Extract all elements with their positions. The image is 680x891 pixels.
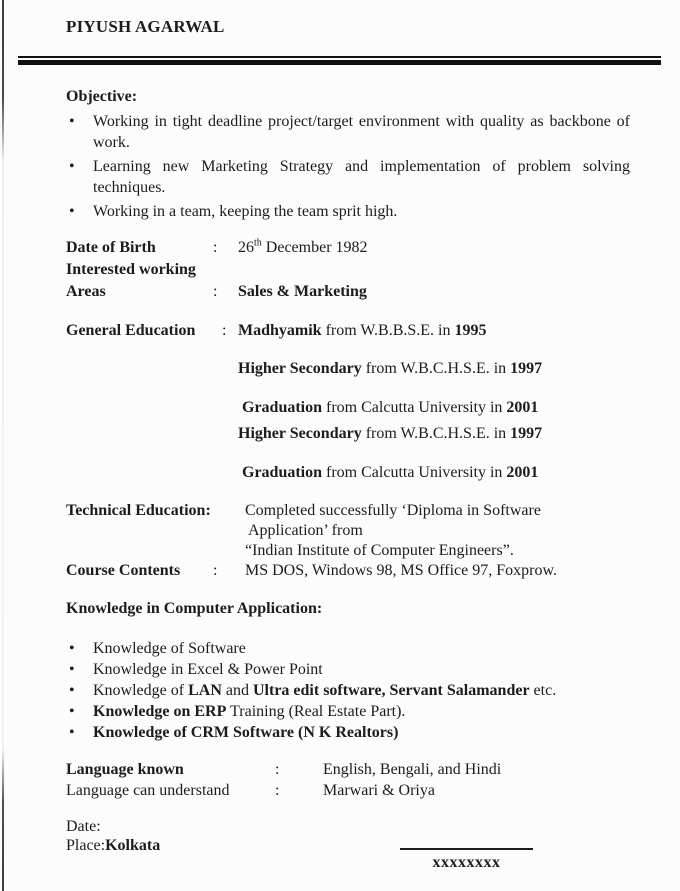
general-education-value: Madhyamik from W.B.B.S.E. in 1995 bbox=[238, 322, 487, 339]
objective-item-text: Working in tight deadline project/target environment with quality as backbone of work. bbox=[93, 113, 630, 151]
colon: : bbox=[213, 239, 218, 256]
objective-list bbox=[66, 111, 630, 222]
bullet-icon: • bbox=[69, 203, 75, 220]
knowledge-item-text: Knowledge of CRM Software (N K Realtors) bbox=[93, 724, 399, 741]
footer bbox=[66, 817, 630, 871]
education-row-higher-secondary: Higher Secondary from W.B.C.H.S.E. in 1997 bbox=[238, 425, 543, 442]
knowledge-bullet-item bbox=[66, 723, 630, 743]
objective-heading: Objective: bbox=[66, 88, 138, 105]
knowledge-bullet-item bbox=[66, 639, 630, 659]
objective-bullet-item bbox=[66, 201, 630, 222]
language-known-row bbox=[66, 760, 630, 780]
language-understand-row bbox=[66, 781, 630, 801]
technical-education-value bbox=[245, 501, 630, 561]
areas-row bbox=[66, 282, 630, 302]
interested-working-label: Interested working bbox=[66, 261, 196, 278]
scan-edge-artifact bbox=[2, 0, 4, 891]
objective-bullet-item bbox=[66, 111, 630, 153]
place-value: Kolkata bbox=[105, 837, 161, 854]
header-divider bbox=[18, 56, 661, 65]
signature-line bbox=[400, 848, 533, 850]
colon: : bbox=[213, 283, 218, 300]
technical-education-row bbox=[66, 501, 630, 561]
language-understand-label: Language can understand bbox=[66, 782, 230, 799]
candidate-name: PIYUSH AGARWAL bbox=[66, 17, 225, 36]
dob-day: 26 bbox=[238, 239, 254, 256]
knowledge-item-text: Knowledge in Excel & Power Point bbox=[93, 661, 323, 678]
education-row-graduation: Graduation from Calcutta University in 2001 bbox=[242, 399, 539, 416]
technical-education-line: Completed successfully ‘Diploma in Software bbox=[245, 502, 541, 519]
areas-value: Sales & Marketing bbox=[238, 283, 367, 300]
bullet-icon: • bbox=[69, 682, 75, 699]
knowledge-item-text: Knowledge on ERP Training (Real Estate Part). bbox=[93, 703, 406, 720]
technical-education-line: Application’ from bbox=[248, 522, 363, 539]
education-row-higher-secondary: Higher Secondary from W.B.C.H.S.E. in 1997 bbox=[238, 360, 543, 377]
course-contents-row bbox=[66, 561, 630, 581]
signature-block bbox=[400, 848, 533, 872]
date-of-birth-label: Date of Birth bbox=[66, 239, 156, 256]
knowledge-heading: Knowledge in Computer Application: bbox=[66, 600, 323, 617]
knowledge-bullet-item bbox=[66, 681, 630, 701]
signature-placeholder: xxxxxxxx bbox=[432, 854, 501, 871]
objective-item-text: Learning new Marketing Strategy and implementation of problem solving techniques. bbox=[93, 158, 630, 196]
knowledge-list bbox=[66, 639, 630, 743]
general-education-row bbox=[66, 321, 630, 341]
bullet-icon: • bbox=[69, 158, 75, 175]
interested-working-row bbox=[66, 260, 630, 280]
areas-label: Areas bbox=[66, 283, 106, 300]
colon: : bbox=[213, 562, 218, 579]
bullet-icon: • bbox=[69, 113, 75, 130]
date-of-birth-value bbox=[238, 238, 630, 258]
bullet-icon: • bbox=[69, 640, 75, 657]
dob-ordinal-suffix: th bbox=[254, 237, 262, 249]
place-row bbox=[66, 836, 630, 855]
objective-bullet-item bbox=[66, 156, 630, 198]
bullet-icon: • bbox=[69, 661, 75, 678]
date-label: Date: bbox=[66, 818, 101, 835]
place-label: Place: bbox=[66, 837, 106, 854]
technical-education-label: Technical Education: bbox=[66, 502, 211, 519]
course-contents-value: MS DOS, Windows 98, MS Office 97, Foxprow. bbox=[245, 562, 557, 579]
bullet-icon: • bbox=[69, 724, 75, 741]
general-education-label: General Education bbox=[66, 322, 196, 339]
objective-item-text: Working in a team, keeping the team sprit high. bbox=[93, 203, 398, 220]
education-row-graduation: Graduation from Calcutta University in 2001 bbox=[242, 464, 539, 481]
knowledge-bullet-item bbox=[66, 702, 630, 722]
date-row bbox=[66, 817, 630, 836]
language-known-value: English, Bengali, and Hindi bbox=[323, 761, 502, 778]
bullet-icon: • bbox=[69, 703, 75, 720]
knowledge-bullet-item bbox=[66, 660, 630, 680]
dob-rest: December 1982 bbox=[261, 239, 368, 256]
course-contents-label: Course Contents bbox=[66, 562, 181, 579]
knowledge-item-text: Knowledge of LAN and Ultra edit software, Servant Salamander etc. bbox=[93, 682, 557, 699]
language-understand-value: Marwari & Oriya bbox=[323, 782, 435, 799]
colon: : bbox=[275, 761, 280, 778]
language-known-label: Language known bbox=[66, 761, 184, 778]
colon: : bbox=[222, 322, 227, 339]
knowledge-item-text: Knowledge of Software bbox=[93, 640, 246, 657]
date-of-birth-row bbox=[66, 238, 630, 258]
colon: : bbox=[275, 782, 280, 799]
technical-education-line: “Indian Institute of Computer Engineers”. bbox=[245, 542, 514, 559]
